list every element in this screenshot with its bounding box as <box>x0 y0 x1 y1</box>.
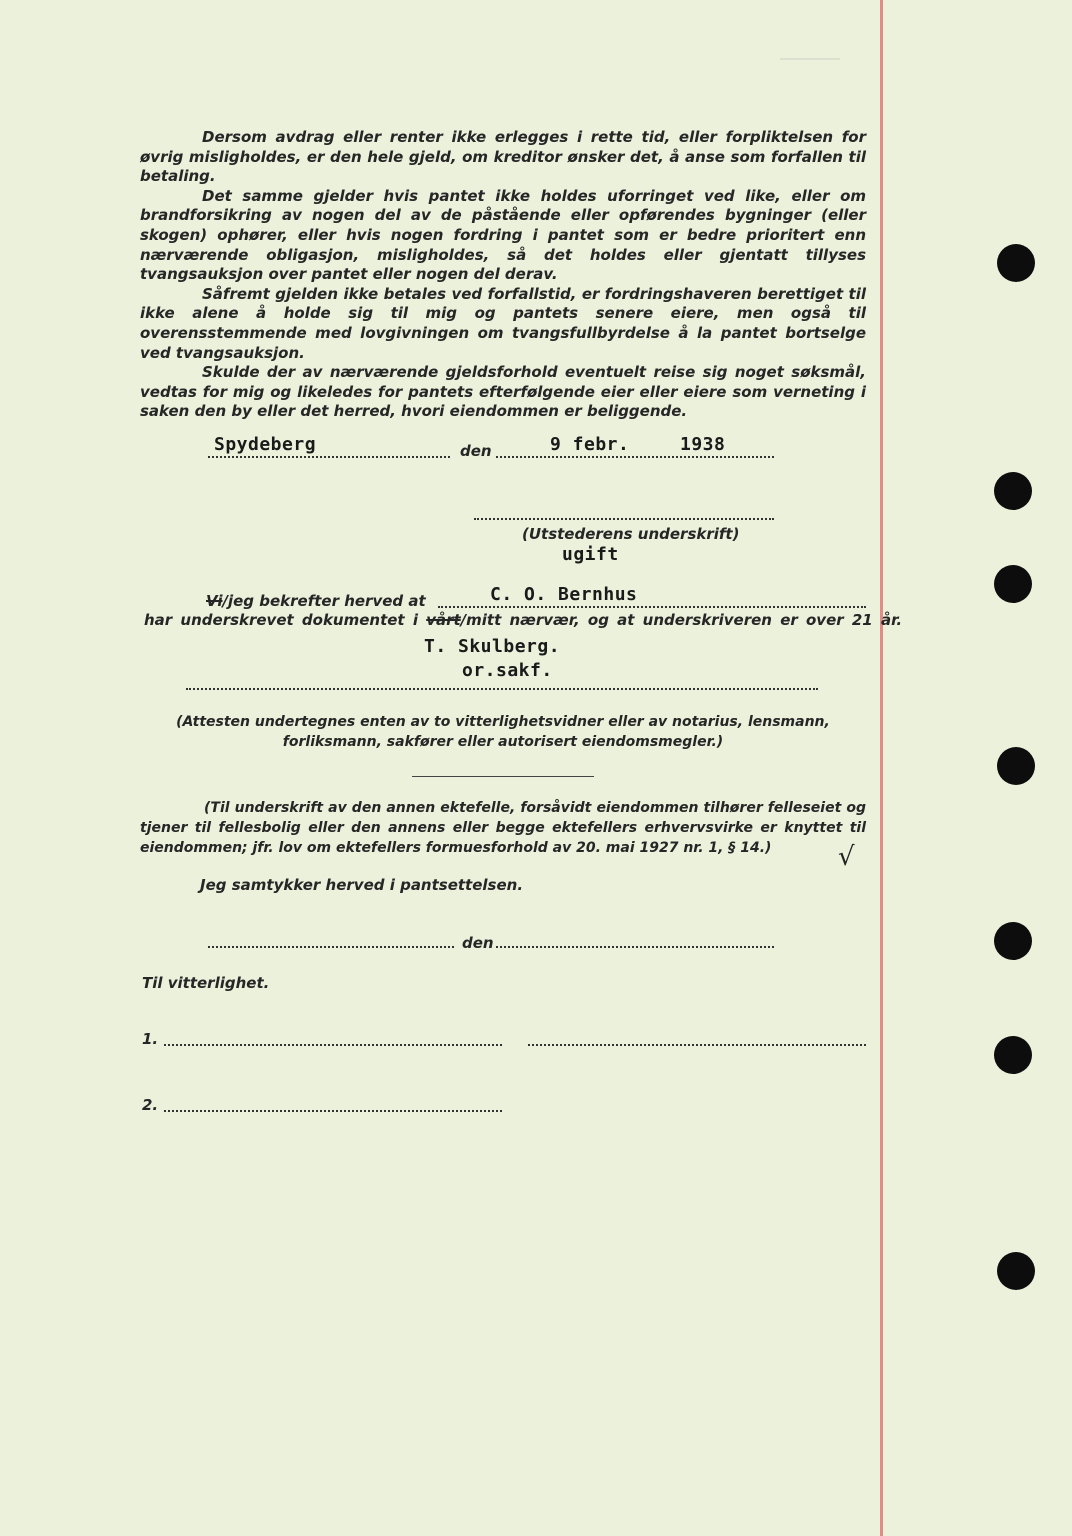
binder-hole <box>997 1252 1035 1290</box>
binder-hole <box>994 922 1032 960</box>
witness-signature-line <box>186 688 818 690</box>
marital-status: ugift <box>562 544 619 565</box>
signer-dotted-line <box>438 606 866 608</box>
default-clause: Dersom avdrag eller renter ikke erlegges i rette tid, eller forpliktelsen for øvrig misligholdes, er den hele gjeld, om kreditor ønsker det, å anse som forfallen til betaling. <box>140 128 866 186</box>
issuer-signature-line <box>474 518 774 520</box>
terms-paragraphs <box>140 128 866 422</box>
witness-name: T. Skulberg. <box>424 636 561 657</box>
consent-den-label: den <box>462 934 494 952</box>
witness-1-label: 1. <box>142 1030 159 1048</box>
witness-1-line-b <box>528 1044 866 1046</box>
binder-hole <box>994 565 1032 603</box>
binder-hole <box>997 747 1035 785</box>
red-margin-line <box>880 0 883 1536</box>
struck-vart: vårt <box>426 611 461 629</box>
venue-clause: Skulde der av nærværende gjeldsforhold eventuelt reise sig noget søksmål, vedtas for mig og likeledes for pantets efterfølgende eier eller eiere som verneting i saken den by eller det herred, hvori eiendommen er beliggende. <box>140 363 866 421</box>
consent-place-line <box>208 946 454 948</box>
place-value: Spydeberg <box>214 434 317 455</box>
attestation-line-2 <box>144 611 902 629</box>
binder-hole <box>997 244 1035 282</box>
section-divider <box>412 776 594 777</box>
consent-text: Jeg samtykker herved i pantsettelsen. <box>200 876 524 894</box>
consent-date-line <box>496 946 774 948</box>
binder-hole <box>994 472 1032 510</box>
year-value: 1938 <box>680 434 726 455</box>
witness-1-line-a <box>164 1044 502 1046</box>
place-dotted-line <box>208 456 450 458</box>
attestation-line-1 <box>206 592 426 610</box>
attestation-prefix: /jeg bekrefter herved at <box>222 592 426 610</box>
attestation-line2-start: har underskrevet dokumentet i <box>144 611 418 629</box>
den-label: den <box>460 442 492 460</box>
binder-hole <box>994 1036 1032 1074</box>
struck-vi: Vi <box>206 592 223 610</box>
witness-2-label: 2. <box>142 1096 159 1114</box>
enforcement-clause: Såfremt gjelden ikke betales ved forfallstid, er fordringshaveren berettiget til ikke alene å holde sig til mig og pantets senere eiere, men også til overensstemmende med lovgivningen om tvangsfullbyrdelse å la pantet bortselge ved tvangsauksjon. <box>140 284 866 362</box>
date-dotted-line <box>496 456 774 458</box>
check-mark: √ <box>838 842 855 872</box>
signer-name: C. O. Bernhus <box>490 584 638 605</box>
spouse-note: (Til underskrift av den annen ektefelle, forsåvidt eiendommen tilhører felleseiet og tjener til fellesbolig eller den annens eller begge ektefellers erhvervsvirke er knyttet til eiendommen; jfr. lov om ektefellers formuesforhold av 20. mai 1927 nr. 1, § 14.) <box>140 800 866 856</box>
issuer-signature-caption: (Utstederens underskrift) <box>522 525 740 543</box>
witness-title: or.sakf. <box>462 660 553 681</box>
date-value: 9 febr. <box>550 434 630 455</box>
witness-heading: Til vitterlighet. <box>142 974 270 992</box>
attest-note: (Attesten undertegnes enten av to vitterlighetsvidner eller av notarius, lensmann, forliksmann, sakfører eller autorisert eiendomsmegler.) <box>176 714 830 750</box>
attestation-line2-end: /mitt nærvær, og at underskriveren er over 21 år. <box>460 611 903 629</box>
collateral-clause: Det samme gjelder hvis pantet ikke holdes uforringet ved like, eller om brandforsikring av nogen del av de påstående eller opførendes bygninger (eller skogen) ophører, eller hvis nogen fordring i pantet som er bedre prioritert enn nærværende obligasjon, misligholdes, så det holdes eller gjentatt tillyses tvangsauksjon over pantet eller nogen del derav. <box>140 186 866 284</box>
witness-2-line <box>164 1110 502 1112</box>
bleed-through-mark <box>780 58 840 96</box>
